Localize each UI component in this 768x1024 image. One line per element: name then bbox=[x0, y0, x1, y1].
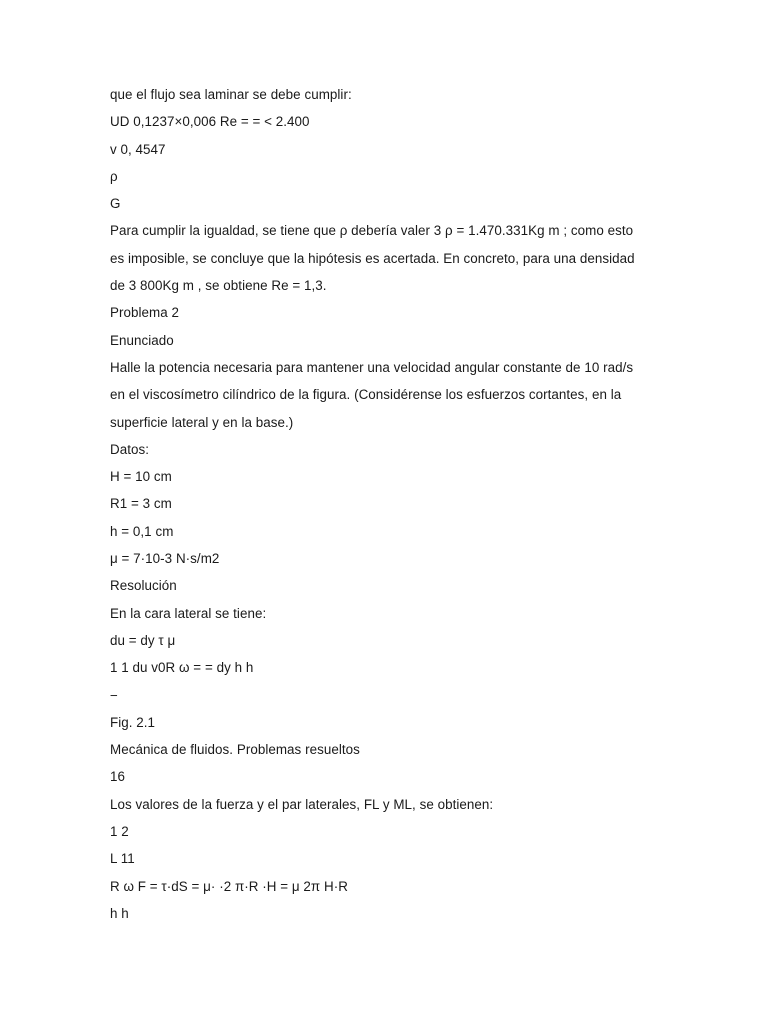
text-line: en el viscosímetro cilíndrico de la figura. (Considérense los esfuerzos cortantes, en la bbox=[110, 387, 622, 403]
data-item: h = 0,1 cm bbox=[110, 523, 174, 539]
equation-line: L 11 bbox=[110, 851, 135, 867]
data-item: R1 = 3 cm bbox=[110, 496, 172, 512]
equation-line: du = dy τ μ bbox=[110, 632, 176, 648]
document-text bbox=[110, 81, 730, 927]
text-line: es imposible, se concluye que la hipótesis es acertada. En concreto, para una densidad bbox=[110, 250, 635, 266]
section-heading: Problema 2 bbox=[110, 305, 179, 321]
text-line: G bbox=[110, 196, 121, 212]
section-heading: Datos: bbox=[110, 441, 150, 457]
text-line: ρ bbox=[110, 168, 118, 184]
section-heading: Resolución bbox=[110, 578, 177, 594]
text-line: En la cara lateral se tiene: bbox=[110, 605, 267, 621]
text-line: Halle la potencia necesaria para mantener una velocidad angular constante de 10 rad/s bbox=[110, 359, 634, 375]
equation-line: R ω F = τ·dS = μ· ·2 π·R ·H = μ 2π H·R bbox=[110, 878, 348, 894]
equation-line: 1 2 bbox=[110, 824, 129, 840]
text-line: Los valores de la fuerza y el par laterales, FL y ML, se obtienen: bbox=[110, 796, 494, 812]
equation-line: 1 1 du v0R ω = = dy h h bbox=[110, 660, 254, 676]
text-line: UD 0,1237×0,006 Re = = < 2.400 bbox=[110, 114, 310, 130]
text-line: superficie lateral y en la base.) bbox=[110, 414, 294, 430]
equation-line: h h bbox=[110, 905, 129, 921]
running-header: Mecánica de fluidos. Problemas resueltos bbox=[110, 742, 360, 758]
page-number: 16 bbox=[110, 769, 125, 785]
text-line: Para cumplir la igualdad, se tiene que ρ debería valer 3 ρ = 1.470.331Kg m ; como esto bbox=[110, 223, 634, 239]
text-line: v 0, 4547 bbox=[110, 141, 166, 157]
data-item: μ = 7·10-3 N·s/m2 bbox=[110, 551, 220, 567]
equation-line: − bbox=[110, 687, 118, 703]
data-item: H = 10 cm bbox=[110, 469, 172, 485]
section-heading: Enunciado bbox=[110, 332, 174, 348]
text-line: que el flujo sea laminar se debe cumplir: bbox=[110, 87, 352, 102]
figure-caption: Fig. 2.1 bbox=[110, 714, 156, 730]
text-line: de 3 800Kg m , se obtiene Re = 1,3. bbox=[110, 278, 327, 294]
